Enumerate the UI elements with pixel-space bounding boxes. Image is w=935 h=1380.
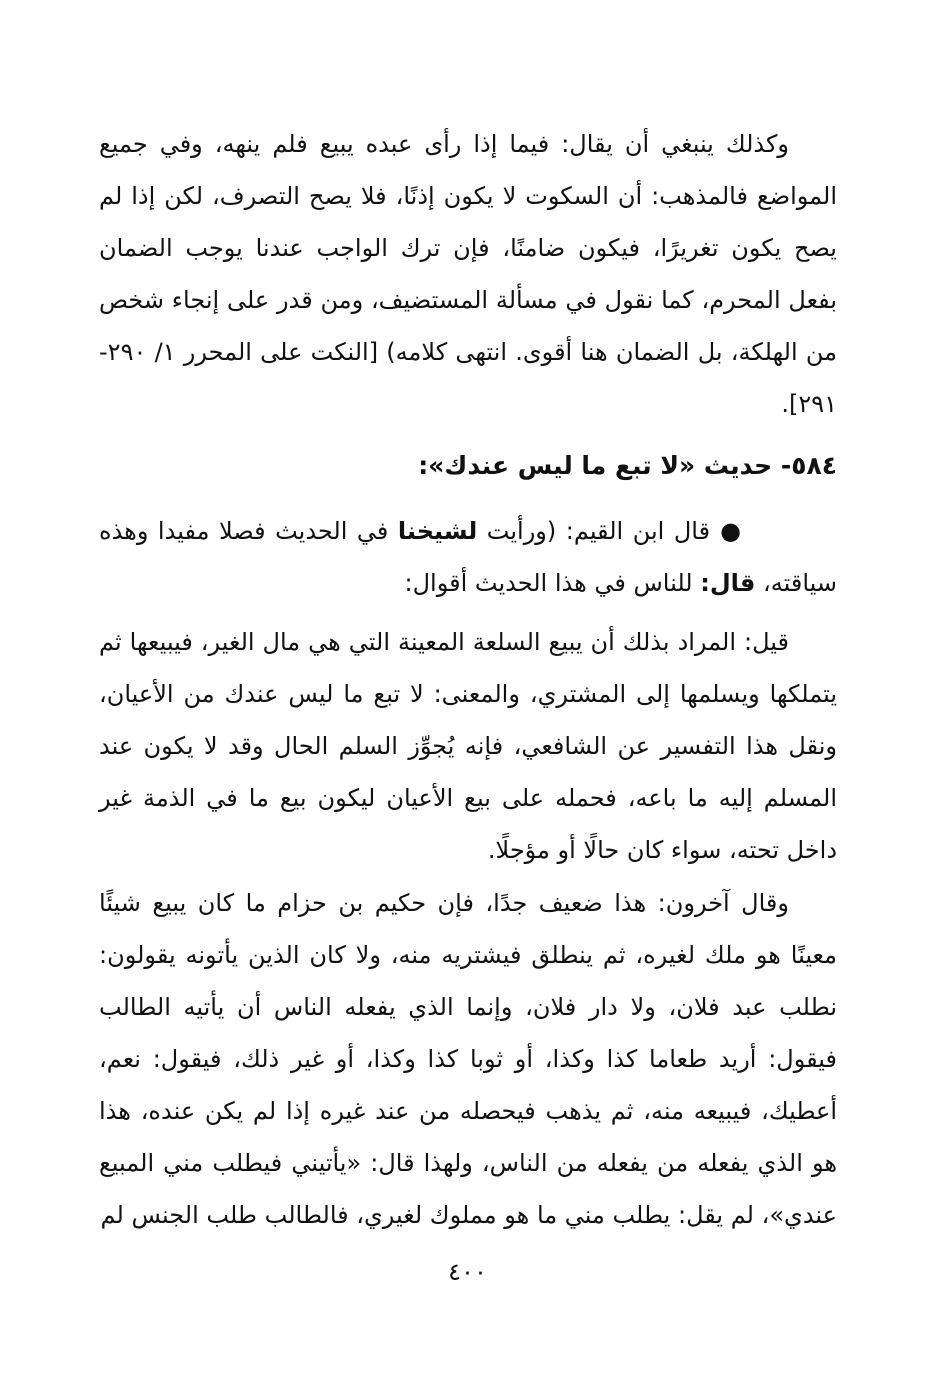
paragraph-2-text-a: قال ابن القيم: (ورأيت (477, 517, 711, 545)
page-number: ٤٠٠ (448, 1258, 487, 1286)
bullet-icon: ● (720, 517, 742, 545)
paragraph-3: قيل: المراد بذلك أن يبيع السلعة المعينة التي هي مال الغير، فيبيعها ثم يتملكها ويسلمها إلى المشتري، والمعنى: لا تبع ما ليس عندك من الأعيان، ونقل هذا التفسير عن الشافعي، فإنه يُجوِّز السلم الحال وقد لا يكون عند المسلم إليه ما باعه، فحمله على بيع الأعيان ليكون بيع ما في الذمة غير داخل تحته، سواء كان حالًا أو مؤجلًا. (99, 628, 837, 864)
paragraph-2-text-c: للناس في هذا الحديث أقوال: (404, 569, 701, 597)
paragraph-2-text-b: في الحديث فصلا مفيدا وهذه سياقته، (99, 517, 837, 597)
paragraph-2 (99, 505, 837, 609)
paragraph-2-bold-b: قال: (700, 569, 756, 597)
paragraph-1: وكذلك ينبغي أن يقال: فيما إذا رأى عبده يبيع فلم ينهه، وفي جميع المواضع فالمذهب: أن السكوت لا يكون إذنًا، فلا يصح التصرف، لكن إذا لم يصح يكون تغريرًا، فيكون ضامنًا، فإن ترك الواجب عندنا يوجب الضمان بفعل المحرم، كما نقول في مسألة المستضيف، ومن قدر على إنجاء شخص من الهلكة، بل الضمان هنا أقوى. انتهى كلامه) [النكت على المحرر ١/ ٢٩٠- ٢٩١]. (99, 130, 837, 418)
paragraph-4: وقال آخرون: هذا ضعيف جدًا، فإن حكيم بن حزام ما كان يبيع شيئًا معينًا هو ملك لغيره، ثم ينطلق فيشتريه منه، ولا كان الذين يأتونه يقولون: نطلب عبد فلان، ولا دار فلان، وإنما الذي يفعله الناس أن يأتيه الطالب فيقول: أريد طعاما كذا وكذا، أو ثوبا كذا وكذا، أو غير ذلك، فيقول: نعم، أعطيك، فيبيعه منه، ثم يذهب فيحصله من عند غيره إذا لم يكن عنده، هذا هو الذي يفعله من يفعله من الناس، ولهذا قال: «يأتيني فيطلب مني المبيع عندي»، لم يقل: يطلب مني ما هو مملوك لغيري، فالطالب طلب الجنس لم (99, 889, 837, 1229)
hadith-heading: ٥٨٤- حديث «لا تبع ما ليس عندك»: (418, 451, 837, 480)
paragraph-2-bold-a: لشيخنا (397, 517, 478, 545)
